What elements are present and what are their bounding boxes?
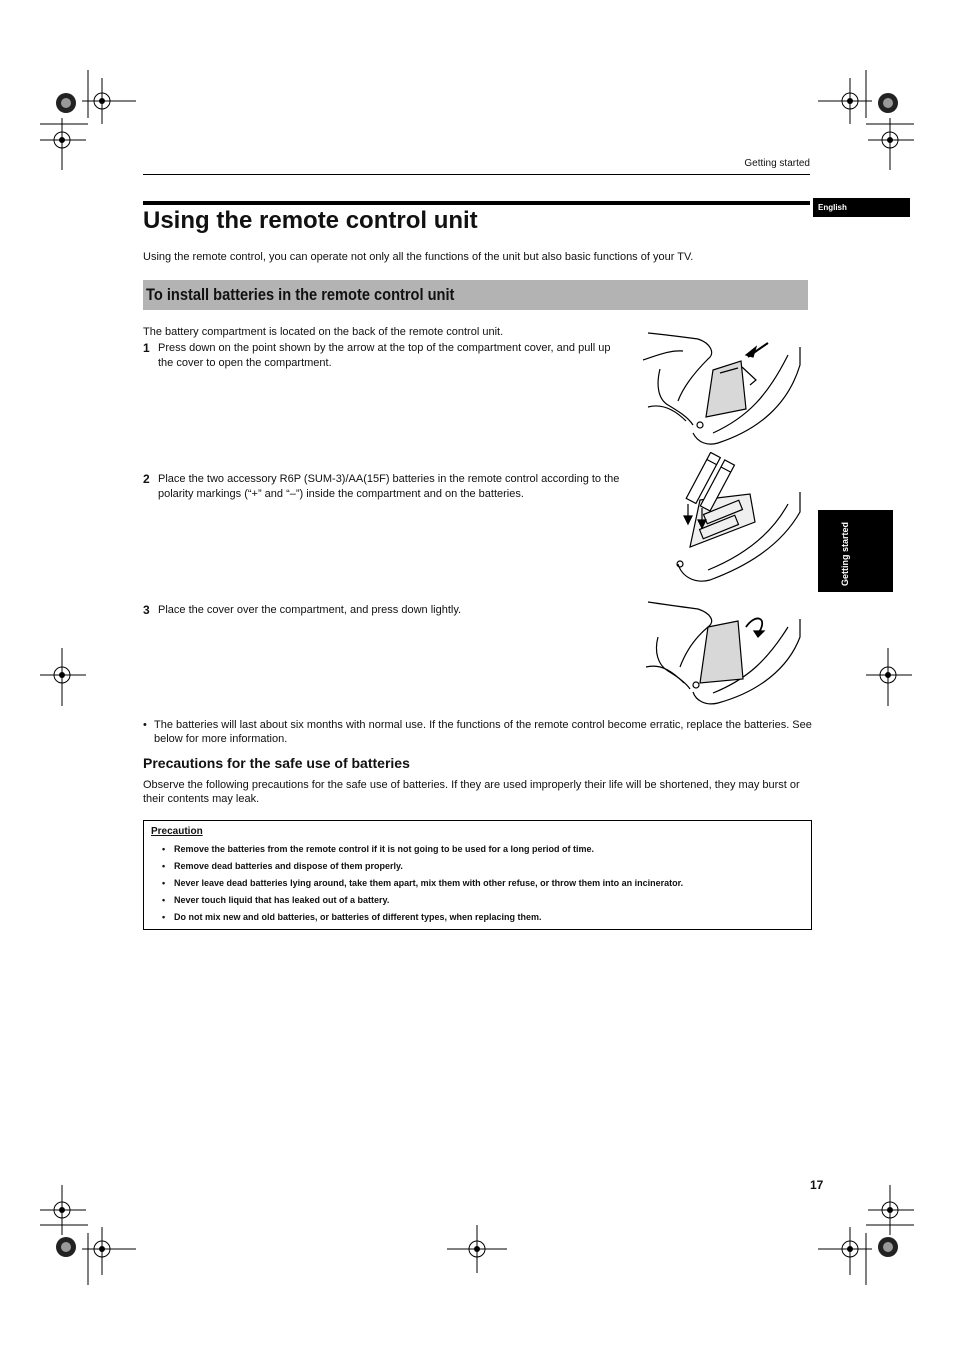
list-item: • Never leave dead batteries lying around, take them apart, mix them with other refuse, or throw them into an incinerator. bbox=[162, 878, 684, 888]
page-number: 17 bbox=[810, 1178, 824, 1192]
section-bar bbox=[143, 280, 808, 310]
illustration-close-cover bbox=[638, 597, 808, 712]
bullet-icon: • bbox=[162, 895, 166, 905]
section-title: To install batteries in the remote control unit bbox=[146, 285, 455, 304]
language-tab: English bbox=[813, 198, 910, 217]
step-text: Press down on the point shown by the arrow at the top of the compartment cover, and pull up the cover to open the compartment. bbox=[158, 342, 611, 369]
illustration-open-cover bbox=[638, 325, 808, 455]
section-lead: The battery compartment is located on the back of the remote control unit. bbox=[143, 326, 504, 338]
running-head: Getting started bbox=[744, 158, 810, 169]
bullet-icon: • bbox=[162, 844, 166, 854]
registration-mark-right-middle bbox=[866, 648, 916, 708]
page-title: Using the remote control unit bbox=[143, 207, 478, 234]
bullet-icon: • bbox=[162, 878, 166, 888]
registration-mark-bottom-left bbox=[40, 1185, 140, 1285]
side-tab-label: Getting started bbox=[840, 521, 850, 586]
registration-mark-top-left bbox=[40, 70, 140, 170]
step-text: Place the two accessory R6P (SUM-3)/AA(15F) batteries in the remote control according to the polarity markings (“+” and “–”) inside the compartment and on the batteries. bbox=[158, 473, 620, 500]
step-number: 1 bbox=[143, 341, 150, 355]
note-text: The batteries will last about six months with normal use. If the functions of the remote control become erratic, replace the batteries. See below for more information. bbox=[154, 719, 812, 745]
registration-mark-bottom-center bbox=[445, 1225, 509, 1275]
bullet-icon: • bbox=[162, 912, 166, 922]
list-item: • Remove dead batteries and dispose of them properly. bbox=[162, 861, 403, 871]
intro-text: Using the remote control, you can operate not only all the functions of the unit but also basic functions of your TV. bbox=[143, 251, 694, 263]
illustration-insert-batteries bbox=[660, 452, 810, 592]
bullet-icon: • bbox=[143, 719, 147, 731]
list-item: • Do not mix new and old batteries, or batteries of different types, when replacing them. bbox=[162, 912, 542, 922]
precaution-box bbox=[143, 820, 812, 930]
step-text: Place the cover over the compartment, and press down lightly. bbox=[158, 604, 462, 616]
precautions-heading: Precautions for the safe use of batteries bbox=[143, 755, 410, 771]
precautions-lead: Observe the following precautions for the safe use of batteries. If they are used improperly their life will be shortened, they may burst or their contents may leak. bbox=[143, 779, 800, 805]
precaution-title: Precaution bbox=[151, 826, 203, 837]
registration-mark-top-right bbox=[814, 70, 914, 170]
side-tab bbox=[818, 510, 893, 592]
step-number: 2 bbox=[143, 472, 150, 486]
header-rule bbox=[143, 174, 810, 175]
list-item: • Remove the batteries from the remote control if it is not going to be used for a long period of time. bbox=[162, 844, 595, 854]
precaution-list bbox=[144, 843, 811, 928]
step-number: 3 bbox=[143, 603, 150, 617]
registration-mark-left-middle bbox=[40, 648, 90, 708]
list-item: • Never touch liquid that has leaked out of a battery. bbox=[162, 895, 390, 905]
bullet-icon: • bbox=[162, 861, 166, 871]
registration-mark-bottom-right bbox=[814, 1185, 914, 1285]
